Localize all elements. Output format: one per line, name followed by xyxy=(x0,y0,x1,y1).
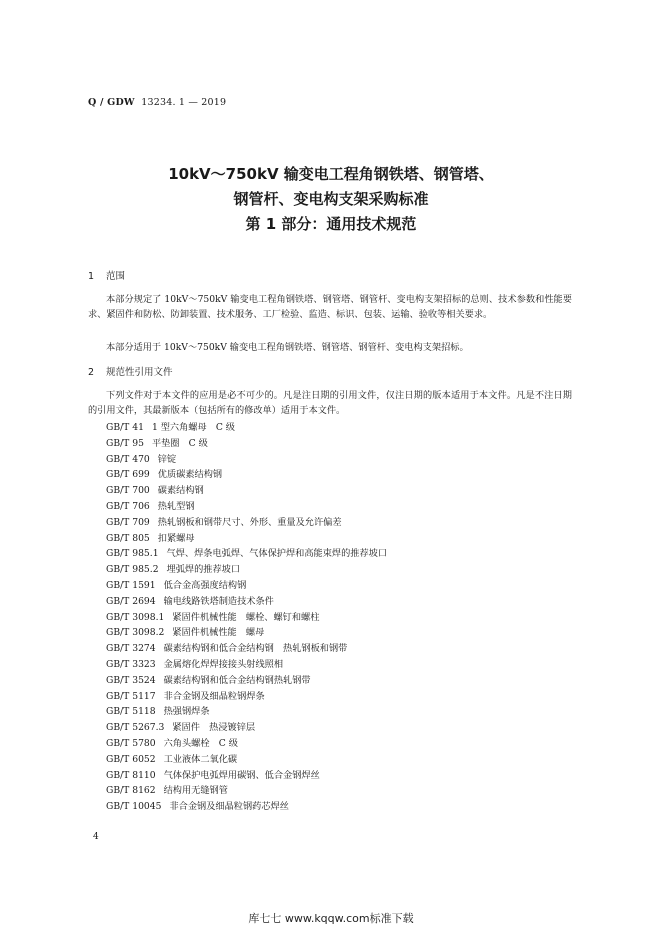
list-item xyxy=(106,610,387,626)
title-line-1: 10kV～750kV 输变电工程角钢铁塔、钢管塔、 xyxy=(168,165,494,183)
page-number: 4 xyxy=(93,832,99,842)
ref-title: 气体保护电弧焊用碳钢、低合金钢焊丝 xyxy=(163,769,320,781)
ref-code: GB/T 5117 xyxy=(106,690,156,702)
list-item xyxy=(106,452,387,468)
ref-title: 紧固件机械性能 螺母 xyxy=(172,627,265,639)
document-header xyxy=(88,97,226,108)
ref-code: GB/T 3323 xyxy=(106,658,156,670)
ref-code: GB/T 706 xyxy=(106,500,150,512)
section-2-paragraph: 下列文件对于本文件的应用是必不可少的。凡是注日期的引用文件，仅注日期的版本适用于本文件。凡是不注日期的引用文件，其最新版本（包括所有的修改单）适用于本文件。 xyxy=(88,390,572,416)
list-item xyxy=(106,531,387,547)
ref-title: 紧固件 热浸镀锌层 xyxy=(172,722,256,734)
ref-title: 热轧钢板和钢带尺寸、外形、重量及允许偏差 xyxy=(157,516,342,528)
ref-code: GB/T 5780 xyxy=(106,737,156,749)
ref-code: GB/T 699 xyxy=(106,469,150,481)
ref-code: GB/T 470 xyxy=(106,453,150,465)
list-item xyxy=(106,752,387,768)
ref-title: 碳素结构钢和低合金结构钢热轧钢带 xyxy=(163,674,311,686)
list-item xyxy=(106,420,387,436)
ref-code: GB/T 2694 xyxy=(106,595,156,607)
ref-code: GB/T 700 xyxy=(106,485,150,497)
section-2-heading xyxy=(88,364,173,378)
list-item xyxy=(106,483,387,499)
ref-code: GB/T 10045 xyxy=(106,801,162,813)
list-item xyxy=(106,720,387,736)
ref-title: 埋弧焊的推荐坡口 xyxy=(166,564,241,576)
section-2-title: 规范性引用文件 xyxy=(106,367,173,378)
ref-code: GB/T 3098.2 xyxy=(106,627,165,639)
list-item xyxy=(106,673,387,689)
ref-code: GB/T 1591 xyxy=(106,579,156,591)
title-line-3: 第 1 部分：通用技术规范 xyxy=(245,215,417,233)
list-item xyxy=(106,562,387,578)
ref-code: GB/T 985.2 xyxy=(106,564,159,576)
ref-title: 平垫圈 C 级 xyxy=(151,437,208,449)
list-item xyxy=(106,499,387,515)
section-1-paragraph-2: 本部分适用于 10kV～750kV 输变电工程角钢铁塔、钢管塔、钢管杆、变电构支架招标。 xyxy=(106,342,469,353)
list-item xyxy=(106,594,387,610)
list-item xyxy=(106,578,387,594)
ref-title: 气焊、焊条电弧焊、气体保护焊和高能束焊的推荐坡口 xyxy=(166,548,388,560)
list-item xyxy=(106,704,387,720)
ref-code: GB/T 3274 xyxy=(106,643,156,655)
list-item xyxy=(106,657,387,673)
section-2-number: 2 xyxy=(88,367,95,378)
ref-code: GB/T 41 xyxy=(106,422,144,433)
ref-title: 非合金钢及细晶粒钢药芯焊丝 xyxy=(169,801,289,813)
ref-code: GB/T 6052 xyxy=(106,753,156,765)
list-item xyxy=(106,799,387,815)
ref-code: GB/T 5267.3 xyxy=(106,722,165,734)
section-1-number: 1 xyxy=(88,271,95,282)
ref-title: 碳素结构钢 xyxy=(157,485,204,497)
ref-title: 六角头螺栓 C 级 xyxy=(163,737,238,749)
ref-title: 结构用无缝钢管 xyxy=(163,785,228,797)
list-item xyxy=(106,689,387,705)
section-1-paragraph-1: 本部分规定了 10kV～750kV 输变电工程角钢铁塔、钢管塔、钢管杆、变电构支架招标的总则、技术参数和性能要求、紧固件和防松、防卸装置、技术服务、工厂检验、监造、标识、包装、运输、验收等相关要求。 xyxy=(88,294,572,320)
ref-title: 非合金钢及细晶粒钢焊条 xyxy=(163,690,265,702)
title-line-2: 钢管杆、变电构支架采购标准 xyxy=(233,190,429,208)
ref-code: GB/T 8110 xyxy=(106,769,156,781)
ref-title: 热强钢焊条 xyxy=(163,706,210,718)
ref-title: 热轧型钢 xyxy=(157,500,195,512)
list-item xyxy=(106,436,387,452)
section-1-title: 范围 xyxy=(106,271,126,282)
ref-code: GB/T 3524 xyxy=(106,674,156,686)
list-item xyxy=(106,641,387,657)
list-item xyxy=(106,467,387,483)
list-item xyxy=(106,625,387,641)
section-1-heading xyxy=(88,268,125,282)
header-prefix: Q / GDW xyxy=(88,97,135,108)
ref-code: GB/T 709 xyxy=(106,516,150,528)
footer-watermark: 库七七 www.kqqw.com标准下载 xyxy=(248,912,414,925)
list-item xyxy=(106,768,387,784)
ref-title: 优质碳素结构钢 xyxy=(157,469,223,481)
ref-code: GB/T 805 xyxy=(106,532,150,544)
ref-code: GB/T 95 xyxy=(106,437,144,449)
ref-title: 锌锭 xyxy=(157,453,177,465)
header-number: 13234. 1 — 2019 xyxy=(141,97,227,108)
ref-title: 工业液体二氧化碳 xyxy=(163,753,238,765)
ref-title: 低合金高强度结构钢 xyxy=(163,579,247,591)
list-item xyxy=(106,783,387,799)
ref-title: 紧固件机械性能 螺栓、螺钉和螺柱 xyxy=(172,611,320,623)
ref-title: 输电线路铁塔制造技术条件 xyxy=(163,595,274,607)
normative-references-list xyxy=(106,420,387,815)
ref-title: 金属熔化焊焊接接头射线照相 xyxy=(163,658,284,670)
ref-code: GB/T 985.1 xyxy=(106,548,159,560)
list-item xyxy=(106,736,387,752)
ref-code: GB/T 3098.1 xyxy=(106,611,165,623)
ref-title: 碳素结构钢和低合金结构钢 热轧钢板和钢带 xyxy=(163,643,348,655)
list-item xyxy=(106,515,387,531)
ref-title: 1 型六角螺母 C 级 xyxy=(151,422,235,433)
ref-code: GB/T 5118 xyxy=(106,706,156,718)
ref-code: GB/T 8162 xyxy=(106,785,156,797)
list-item xyxy=(106,546,387,562)
ref-title: 扣紧螺母 xyxy=(157,532,195,544)
